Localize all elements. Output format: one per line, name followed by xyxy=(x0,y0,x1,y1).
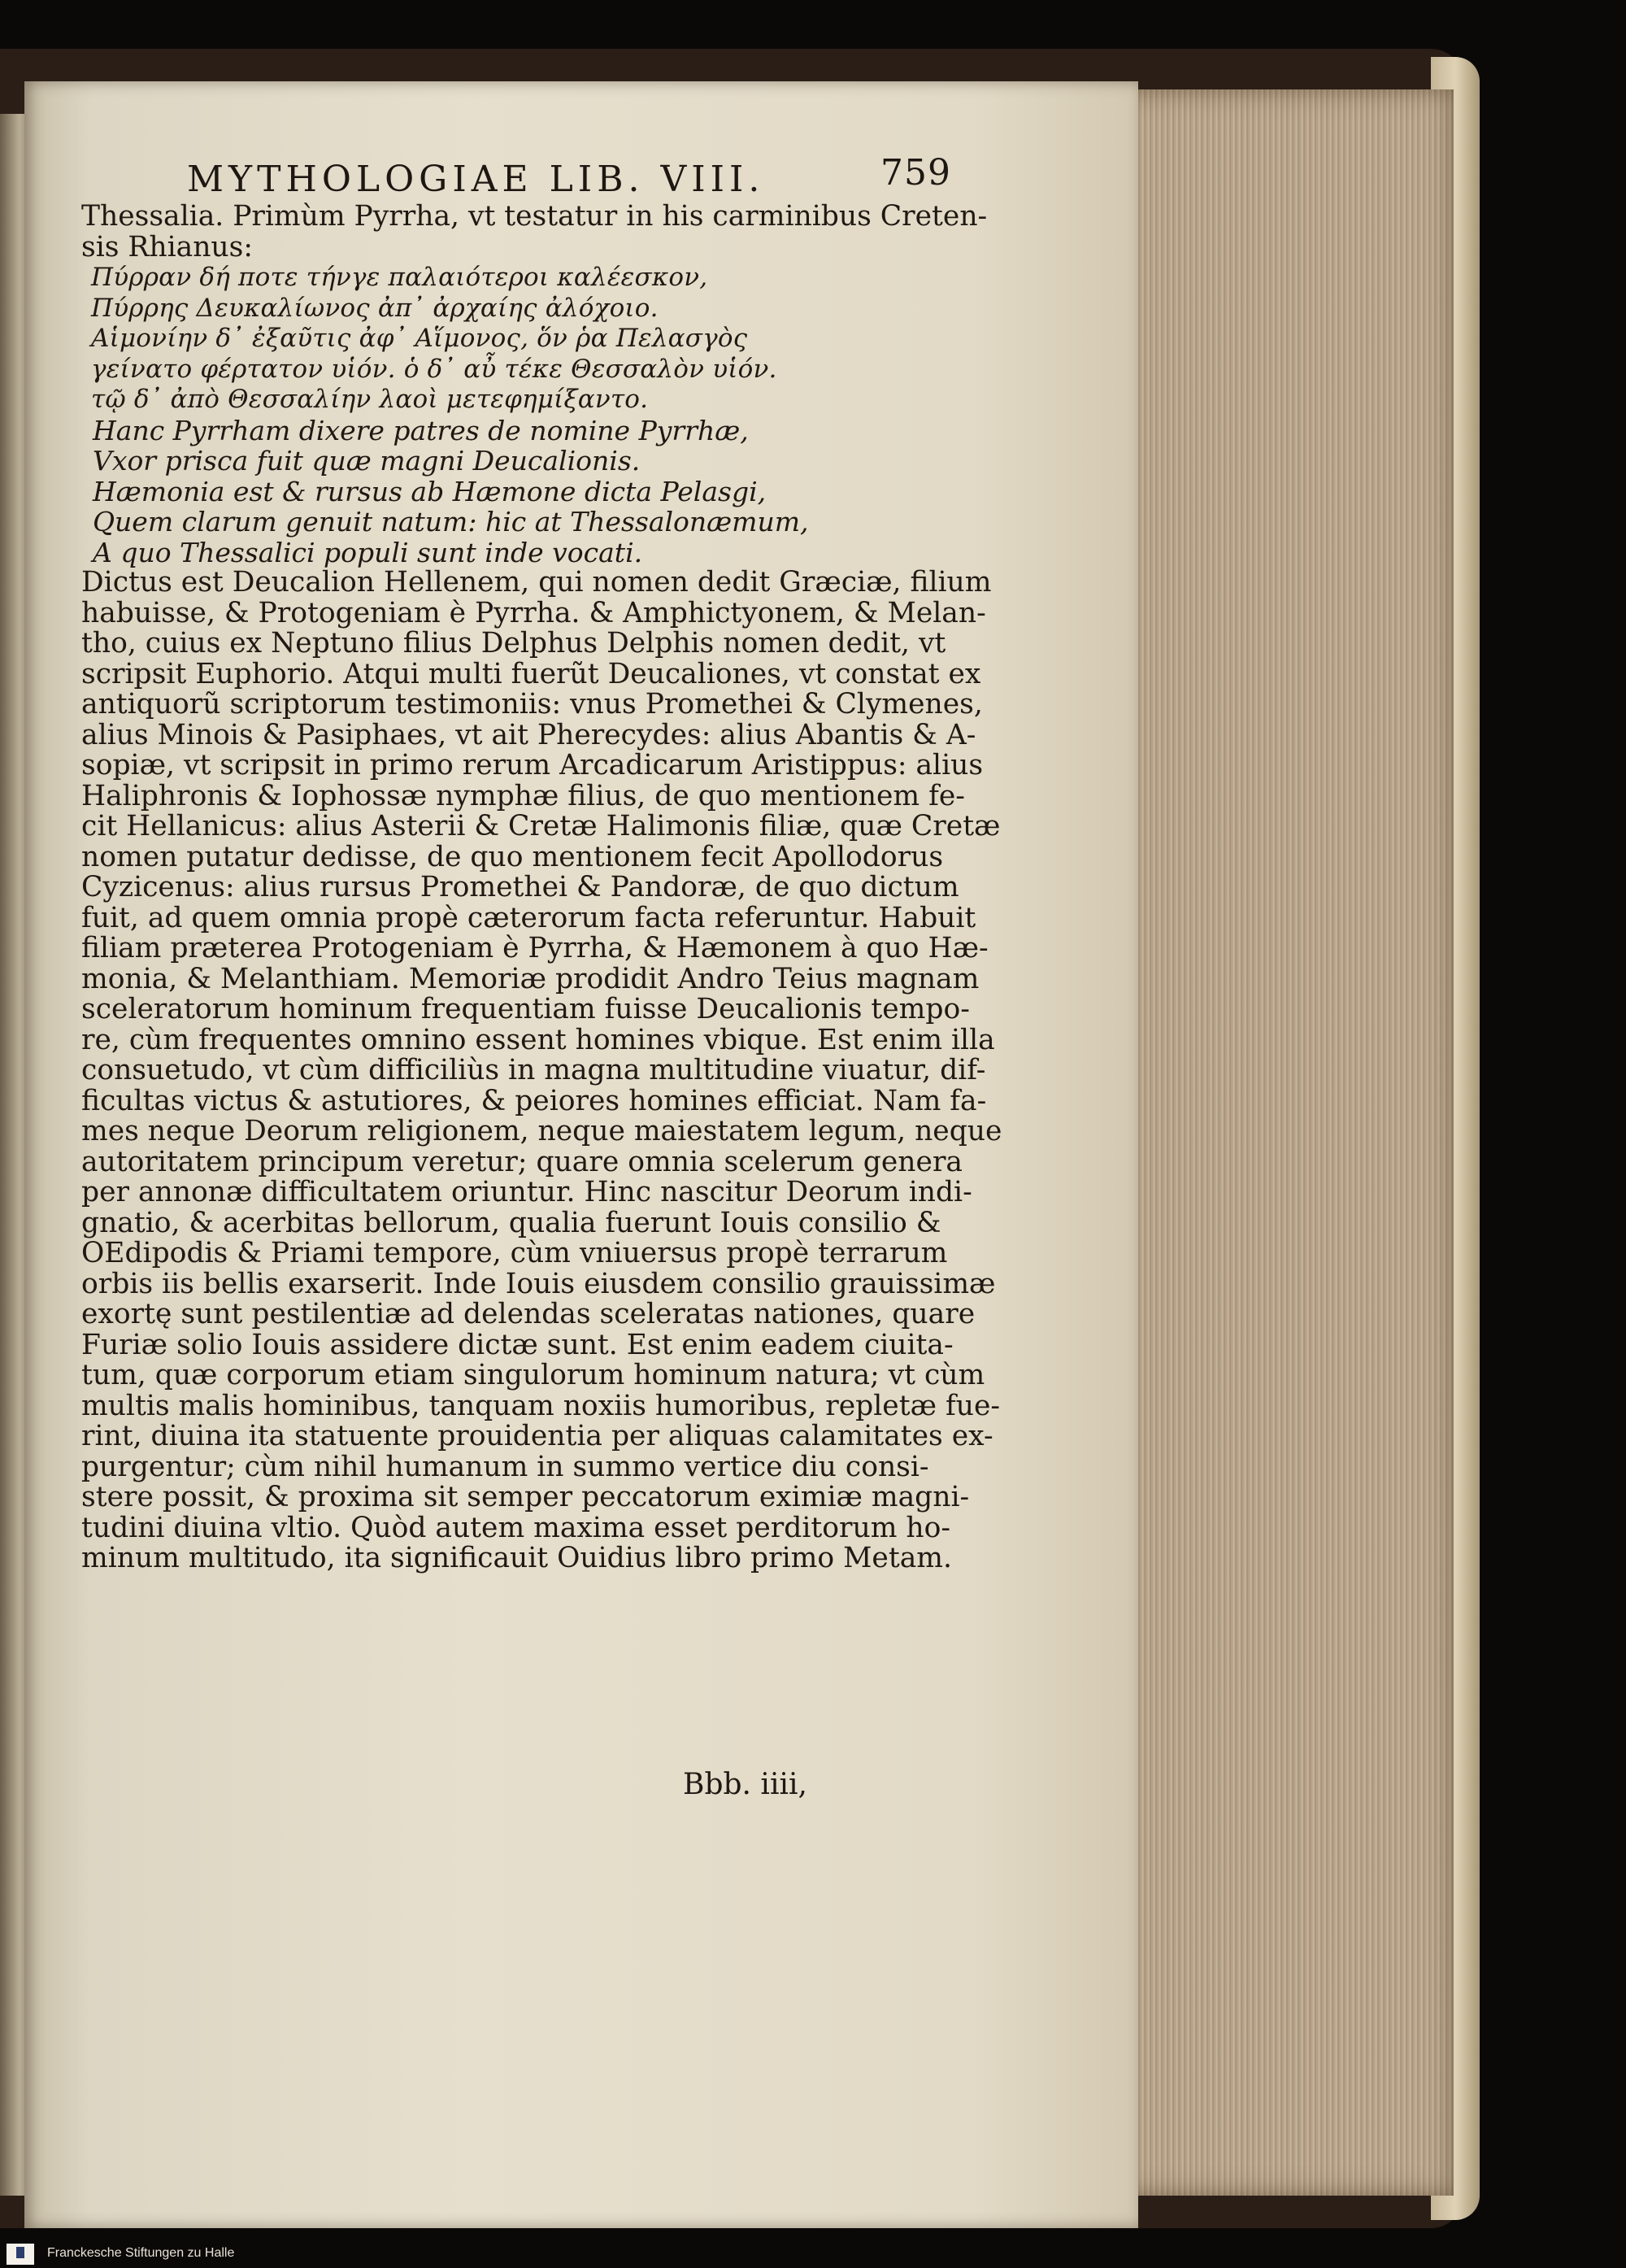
library-footer-bar xyxy=(0,2240,1626,2268)
text-line: autoritatem principum veretur; quare omnia scelerum genera xyxy=(81,1145,963,1178)
latin-verse-line: Hæmonia est & rursus ab Hæmone dicta Pelasgi, xyxy=(93,475,767,507)
franckesche-stiftungen-logo-icon xyxy=(7,2244,34,2265)
text-line: stere possit, & proxima sit semper peccatorum eximiæ magni- xyxy=(81,1481,970,1513)
text-line: cit Hellanicus: alius Asterii & Cretæ Halimonis filiæ, quæ Cretæ xyxy=(81,810,1001,842)
latin-verse-line: Hanc Pyrrham dixere patres de nomine Pyrrhæ, xyxy=(93,414,749,446)
greek-verse-line: Αἱμονίην δ᾽ ἐξαῦτις ἀφ᾽ Αἵμονος, ὅν ῥα Πελασγὸς xyxy=(91,324,748,353)
text-line: nomen putatur dedisse, de quo mentionem fecit Apollodorus xyxy=(81,840,944,873)
text-line: sceleratorum hominum frequentiam fuisse Deucalionis tempo- xyxy=(81,993,970,1025)
text-line: habuisse, & Protogeniam è Pyrrha. & Amphictyonem, & Melan- xyxy=(81,596,986,629)
text-line: minum multitudo, ita significauit Ouidius libro primo Metam. xyxy=(81,1542,952,1574)
text-line: Thessalia. Primùm Pyrrha, vt testatur in his carminibus Creten- xyxy=(81,200,988,233)
text-line: Haliphronis & Iophossæ nymphæ filius, de quo mentionem fe- xyxy=(81,779,965,812)
latin-verse-line: Vxor prisca fuit quæ magni Deucalionis. xyxy=(93,445,641,477)
text-line: tum, quæ corporum etiam singulorum hominum natura; vt cùm xyxy=(81,1359,985,1391)
text-line: consuetudo, vt cùm difficiliùs in magna multitudine viuatur, dif- xyxy=(81,1054,986,1086)
running-title: MYTHOLOGIAE LIB. VIII. xyxy=(187,159,765,200)
text-line: tudini diuina vltio. Quòd autem maxima esset perditorum ho- xyxy=(81,1511,951,1544)
text-line: alius Minois & Pasiphaes, vt ait Pherecydes: alius Abantis & A- xyxy=(81,718,976,751)
text-line: orbis iis bellis exarserit. Inde Iouis eiusdem consilio grauissimæ xyxy=(81,1267,996,1300)
text-line: sopiæ, vt scripsit in primo rerum Arcadicarum Aristippus: alius xyxy=(81,749,984,781)
text-line: ficultas victus & astutiores, & peiores homines efficiat. Nam fa- xyxy=(81,1084,987,1117)
text-line: multis malis hominibus, tanquam noxiis humoribus, repletæ fue- xyxy=(81,1389,1001,1422)
greek-verse-line: Πύρρης Δευκαλίωνος ἀπ᾽ ἀρχαίης ἀλόχοιο. xyxy=(91,293,659,323)
page-number: 759 xyxy=(880,152,951,194)
text-line: fuit, ad quem omnia propè cæterorum facta referuntur. Habuit xyxy=(81,901,976,934)
library-name: Franckesche Stiftungen zu Halle xyxy=(47,2246,235,2260)
greek-verse-line: γείνατο φέρτατον υἱόν. ὁ δ᾽ αὖ τέκε Θεσσαλὸν υἱόν. xyxy=(91,354,777,384)
text-line: purgentur; cùm nihil humanum in summo vertice diu consi- xyxy=(81,1450,929,1483)
text-line: mes neque Deorum religionem, neque maiestatem legum, neque xyxy=(81,1115,1002,1147)
text-line: re, cùm frequentes omnino essent homines vbique. Est enim illa xyxy=(81,1023,995,1056)
greek-verse-line: Πύρραν δή ποτε τήνγε παλαιότεροι καλέεσκον, xyxy=(91,263,708,292)
text-line: sis Rhianus: xyxy=(81,230,253,263)
body-text xyxy=(81,200,1002,1574)
latin-verse-line: Quem clarum genuit natum: hic at Thessalonæmum, xyxy=(93,506,809,538)
text-line: monia, & Melanthiam. Memoriæ prodidit Andro Teius magnam xyxy=(81,962,980,995)
text-line: antiquorũ scriptorum testimoniis: vnus Promethei & Clymenes, xyxy=(81,688,983,720)
page-block-fore-edge xyxy=(1112,89,1454,2196)
latin-verse-line: A quo Thessalici populi sunt inde vocati. xyxy=(93,536,643,568)
text-line: OEdipodis & Priami tempore, cùm vniuersus propè terrarum xyxy=(81,1237,948,1269)
text-line: Dictus est Deucalion Hellenem, qui nomen dedit Græciæ, filium xyxy=(81,566,992,599)
greek-verse-line: τῷ δ᾽ ἀπὸ Θεσσαλίην λαοὶ μετεφημίξαντο. xyxy=(91,385,649,414)
text-line: exortę sunt pestilentiæ ad delendas sceleratas nationes, quare xyxy=(81,1298,976,1330)
text-line: scripsit Euphorio. Atqui multi fuerũt Deucaliones, vt constat ex xyxy=(81,657,981,690)
text-line: tho, cuius ex Neptuno filius Delphus Delphis nomen dedit, vt xyxy=(81,627,946,660)
text-line: Cyzicenus: alius rursus Promethei & Pandoræ, de quo dictum xyxy=(81,871,959,903)
text-line: gnatio, & acerbitas bellorum, qualia fuerunt Iouis consilio & xyxy=(81,1206,941,1239)
signature-mark: Bbb. iiii, xyxy=(683,1768,807,1801)
text-line: Furiæ solio Iouis assidere dictæ sunt. Est enim eadem ciuita- xyxy=(81,1328,954,1361)
text-line: per annonæ difficultatem oriuntur. Hinc nascitur Deorum indi- xyxy=(81,1176,972,1208)
text-line: rint, diuina ita statuente prouidentia per aliquas calamitates ex- xyxy=(81,1420,993,1452)
text-line: filiam præterea Protogeniam è Pyrrha, & Hæmonem à quo Hæ- xyxy=(81,932,989,964)
